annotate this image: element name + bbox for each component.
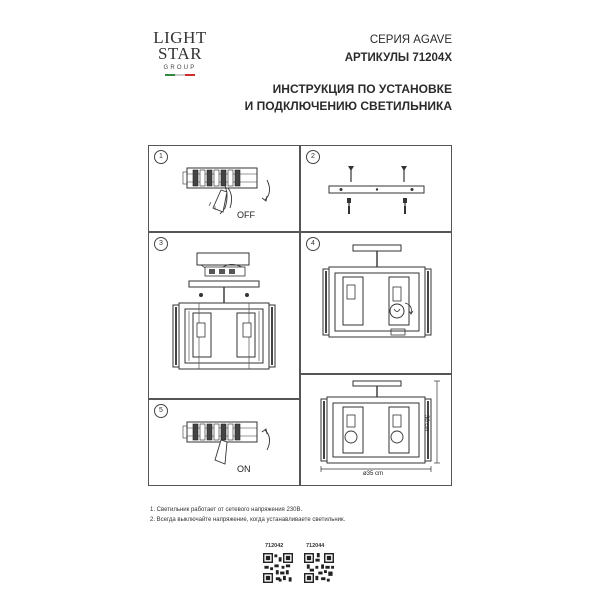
notes: [150, 505, 450, 525]
series-name: СЕРИЯ AGAVE: [369, 34, 452, 46]
qr-code-2[interactable]: [304, 553, 334, 583]
instruction-title-line-1: ИНСТРУКЦИЯ ПО УСТАНОВКЕ: [272, 82, 452, 96]
off-label: OFF: [237, 210, 255, 220]
mounting-bracket-illustration: [301, 146, 451, 231]
dimensions-panel: [300, 374, 452, 486]
instruction-title-line-2: И ПОДКЛЮЧЕНИЮ СВЕТИЛЬНИКА: [244, 99, 452, 113]
step-3-number: 3: [154, 237, 168, 251]
logo-line-1: LIGHT: [153, 28, 207, 47]
qr-label-1: 712042: [265, 543, 284, 549]
logo-line-2: STAR: [157, 44, 203, 63]
bulb-installation-illustration: [301, 233, 451, 373]
diameter-label: ø35 cm: [363, 471, 384, 477]
italy-flag-icon: [165, 74, 195, 76]
step-5-number: 5: [154, 404, 168, 418]
step-4-panel: [300, 232, 452, 374]
brand-logo: [150, 30, 210, 102]
step-4-number: 4: [306, 237, 320, 251]
step-2-number: 2: [306, 150, 320, 164]
on-label: ON: [237, 464, 251, 474]
breaker-panel-on-illustration: [149, 400, 299, 485]
step-1-number: 1: [154, 150, 168, 164]
height-label: 30 cm: [423, 415, 429, 432]
qr-label-2: 712044: [306, 543, 325, 549]
article-numbers: АРТИКУЛЫ 71204X: [344, 52, 452, 64]
note-1: 1. Светильник работает от сетевого напряжения 230В.: [150, 507, 303, 513]
step-5-panel: [148, 399, 300, 486]
wiring-connection-illustration: [149, 233, 299, 398]
step-2-panel: [300, 145, 452, 232]
logo-group: GROUP: [163, 65, 197, 71]
step-1-panel: [148, 145, 300, 232]
breaker-panel-off-illustration: [149, 146, 299, 231]
qr-code-1[interactable]: [263, 553, 293, 583]
step-3-panel: [148, 232, 300, 399]
note-2: 2. Всегда выключайте напряжение, когда устанавливаете светильник.: [150, 517, 346, 523]
